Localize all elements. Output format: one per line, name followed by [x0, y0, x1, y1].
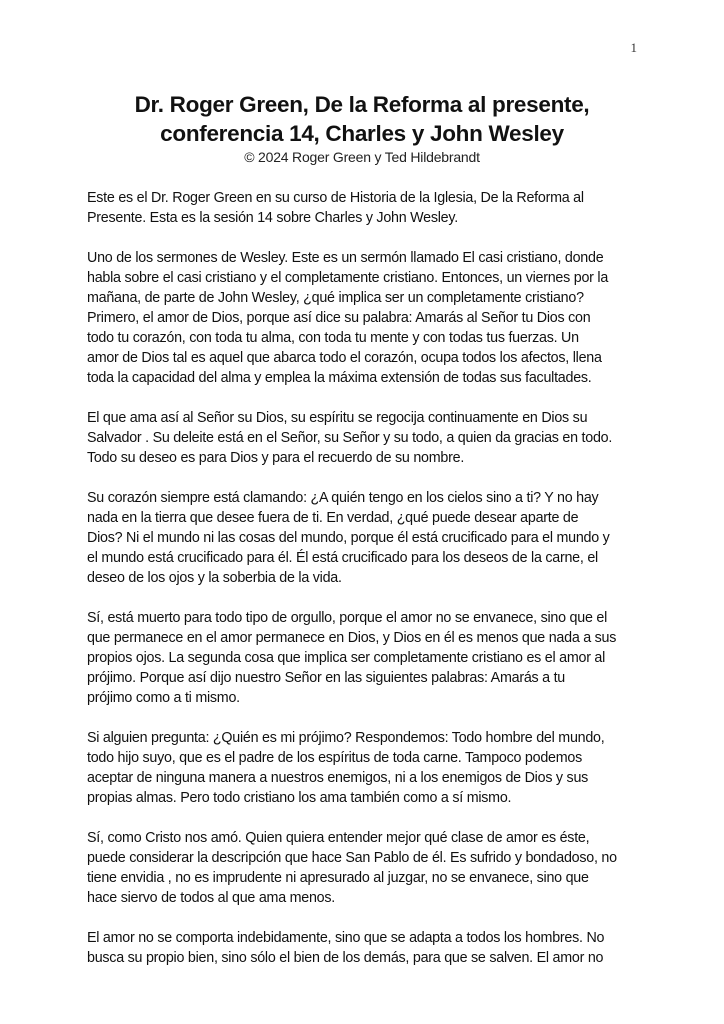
text-line: Uno de los sermones de Wesley. Este es un sermón llamado El casi cristiano, donde: [87, 250, 604, 266]
text-line: tiene envidia , no es imprudente ni apresurado al juzgar, no se envanece, sino que: [87, 870, 589, 886]
text-line: todo hijo suyo, que es el padre de los espíritus de toda carne. Tampoco podemos: [87, 750, 583, 766]
paragraph-2: [87, 248, 647, 388]
text-line: prójimo como a ti mismo.: [87, 690, 240, 706]
text-line: propios ojos. La segunda cosa que implica ser completamente cristiano es el amor al: [87, 650, 606, 666]
document-title-line-1: Dr. Roger Green, De la Reforma al presente,: [134, 92, 590, 117]
text-line: nada en la tierra que desee fuera de ti. En verdad, ¿qué puede desear aparte de: [87, 510, 579, 526]
paragraph-1: [87, 188, 647, 228]
text-line: Dios? Ni el mundo ni las cosas del mundo, porque él está crucificado para el mundo y: [87, 530, 610, 546]
text-line: Sí, como Cristo nos amó. Quien quiera entender mejor qué clase de amor es éste,: [87, 830, 590, 846]
text-line: todo tu corazón, con toda tu alma, con toda tu mente y con todas tus fuerzas. Un: [87, 330, 579, 346]
text-line: toda la capacidad del alma y emplea la máxima extensión de todas sus facultades.: [87, 370, 592, 386]
text-line: busca su propio bien, sino sólo el bien de los demás, para que se salven. El amor no: [87, 950, 604, 966]
text-line: Este es el Dr. Roger Green en su curso de Historia de la Iglesia, De la Reforma al: [87, 190, 584, 206]
text-line: deseo de los ojos y la soberbia de la vida.: [87, 570, 342, 586]
title-block: [0, 90, 724, 166]
paragraph-4: [87, 488, 647, 588]
text-line: Todo su deseo es para Dios y para el recuerdo de su nombre.: [87, 450, 465, 466]
document-title-line-2: conferencia 14, Charles y John Wesley: [160, 121, 564, 146]
paragraph-5: [87, 608, 647, 708]
text-line: Si alguien pregunta: ¿Quién es mi prójimo? Respondemos: Todo hombre del mundo,: [87, 730, 605, 746]
text-line: hace siervo de todos al que ama menos.: [87, 890, 335, 906]
text-line: Primero, el amor de Dios, porque así dice su palabra: Amarás al Señor tu Dios con: [87, 310, 591, 326]
text-line: mañana, de parte de John Wesley, ¿qué implica ser un completamente cristiano?: [87, 290, 584, 306]
document-body: [87, 188, 647, 988]
text-line: aceptar de ninguna manera a nuestros enemigos, ni a los enemigos de Dios y sus: [87, 770, 589, 786]
text-line: Sí, está muerto para todo tipo de orgullo, porque el amor no se envanece, sino que el: [87, 610, 607, 626]
text-line: propias almas. Pero todo cristiano los ama también como a sí mismo.: [87, 790, 512, 806]
text-line: habla sobre el casi cristiano y el completamente cristiano. Entonces, un viernes por la: [87, 270, 609, 286]
text-line: puede considerar la descripción que hace San Pablo de él. Es sufrido y bondadoso, no: [87, 850, 617, 866]
text-line: amor de Dios tal es aquel que abarca todo el corazón, ocupa todos los afectos, llena: [87, 350, 602, 366]
text-line: prójimo. Porque así dijo nuestro Señor en las siguientes palabras: Amarás a tu: [87, 670, 565, 686]
text-line: Salvador . Su deleite está en el Señor, su Señor y su todo, a quien da gracias en todo.: [87, 430, 613, 446]
text-line: Su corazón siempre está clamando: ¿A quién tengo en los cielos sino a ti? Y no hay: [87, 490, 599, 506]
text-line: Presente. Esta es la sesión 14 sobre Charles y John Wesley.: [87, 210, 458, 226]
text-line: el mundo está crucificado para él. Él está crucificado para los deseos de la carne, el: [87, 550, 598, 566]
text-line: que permanece en el amor permanece en Dios, y Dios en él es menos que nada a sus: [87, 630, 617, 646]
text-line: El que ama así al Señor su Dios, su espíritu se regocija continuamente en Dios su: [87, 410, 588, 426]
paragraph-7: [87, 828, 647, 908]
paragraph-3: [87, 408, 647, 468]
copyright-notice: © 2024 Roger Green y Ted Hildebrandt: [244, 149, 480, 165]
paragraph-8: [87, 928, 647, 968]
page-number: 1: [630, 40, 637, 55]
paragraph-6: [87, 728, 647, 808]
text-line: El amor no se comporta indebidamente, sino que se adapta a todos los hombres. No: [87, 930, 605, 946]
